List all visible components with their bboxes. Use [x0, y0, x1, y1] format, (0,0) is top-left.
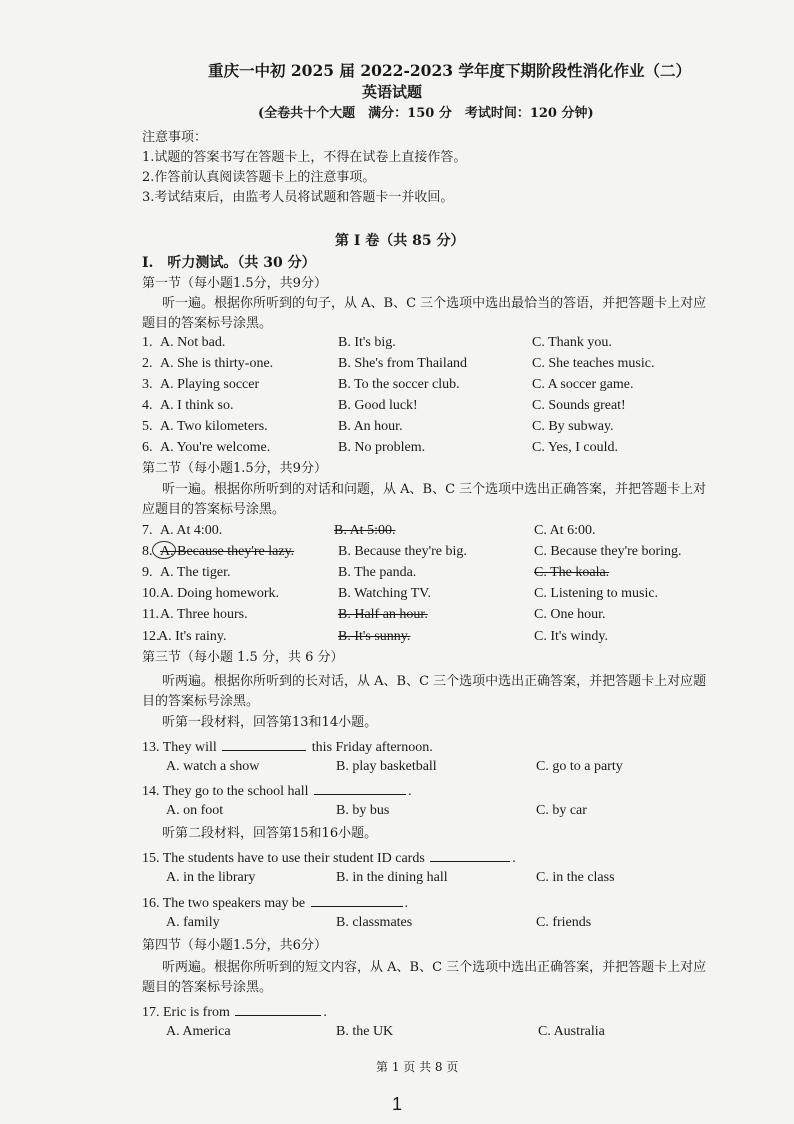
sec4-instruction: 题目的答案标号涂黑。	[142, 980, 273, 995]
answer-blank	[314, 782, 406, 795]
stem-text: 14. They go to the school hall	[142, 784, 309, 799]
option-c: C. Thank you.	[532, 335, 612, 350]
question-stem	[142, 782, 412, 799]
exam-subject: 英语试题	[362, 83, 423, 101]
sec1-instruction: 听一遍。根据你所听到的句子，从 A、B、C 三个选项中选出最恰当的答语，并把答题卡上对应	[162, 296, 707, 311]
option-b: B. in the dining hall	[336, 870, 448, 885]
part-title: 第 I 卷（共 85 分）	[335, 233, 465, 249]
sec4-heading: 第四节（每小题1.5分，共6分）	[142, 938, 327, 953]
option-b-struck: B. It's sunny.	[338, 629, 411, 644]
option-c: C. She teaches music.	[532, 356, 655, 371]
option-c: C. Because they're boring.	[534, 544, 682, 559]
option-c: C. Listening to music.	[534, 586, 659, 601]
question-number: 9.	[142, 565, 153, 580]
option-b: B. It's big.	[338, 335, 396, 350]
option-b: B. play basketball	[336, 759, 437, 774]
sec3-instruction: 目的答案标号涂黑。	[142, 694, 260, 709]
question-number: 6.	[142, 440, 153, 455]
option-b: B. Because they're big.	[338, 544, 467, 559]
sec3-instruction: 听两遍。根据你所听到的长对话，从 A、B、C 三个选项中选出正确答案，并把答题卡上对应题	[162, 674, 707, 689]
option-a: A. America	[166, 1024, 231, 1039]
answer-blank	[235, 1003, 321, 1016]
notes-item: 3.考试结束后，由监考人员将试题和答题卡一并收回。	[142, 190, 454, 205]
option-b: B. She's from Thailand	[338, 356, 468, 371]
sec1-instruction: 题目的答案标号涂黑。	[142, 316, 273, 331]
option-a: A. Two kilometers.	[160, 419, 268, 434]
section-title: I. 听力测试。（共 30 分）	[142, 255, 316, 271]
option-a: A. Three hours.	[160, 607, 248, 622]
option-a: A. Not bad.	[160, 335, 226, 350]
question-number: 1.	[142, 335, 153, 350]
option-a: A. The tiger.	[160, 565, 231, 580]
stem-text: .	[323, 1005, 327, 1020]
question-number: 3.	[142, 377, 153, 392]
notes-item: 2.作答前认真阅读答题卡上的注意事项。	[142, 170, 376, 185]
option-a: A. I think so.	[160, 398, 234, 413]
sec2-instruction: 应题目的答案标号涂黑。	[142, 502, 286, 517]
stem-text: 15. The students have to use their student ID cards	[142, 851, 425, 866]
option-c: C. friends	[536, 915, 592, 930]
option-b: B. Watching TV.	[338, 586, 431, 601]
option-c-struck: C. The koala.	[534, 565, 610, 580]
question-stem	[142, 849, 516, 866]
option-c: C. At 6:00.	[534, 523, 596, 538]
question-stem	[142, 1003, 327, 1020]
sec1-heading: 第一节（每小题1.5分，共9分）	[142, 276, 327, 291]
material-note: 听第二段材料，回答第15和16小题。	[162, 826, 378, 841]
option-c: C. It's windy.	[534, 629, 608, 644]
option-c: C. go to a party	[536, 759, 623, 774]
sec2-heading: 第二节（每小题1.5分，共9分）	[142, 461, 327, 476]
notes-heading: 注意事项：	[142, 130, 208, 145]
question-number: 11.	[142, 607, 159, 622]
question-stem	[142, 738, 433, 755]
stem-text: 17. Eric is from	[142, 1005, 230, 1020]
sec3-heading: 第三节（每小题 1.5 分，共 6 分）	[142, 650, 344, 665]
page-number: 1	[392, 1094, 403, 1114]
stem-text: .	[408, 784, 412, 799]
question-stem	[142, 894, 408, 911]
question-number: 7.	[142, 523, 153, 538]
sec2-instruction: 听一遍。根据你所听到的对话和问题，从 A、B、C 三个选项中选出正确答案，并把答题卡上对	[162, 482, 707, 497]
option-b: B. To the soccer club.	[338, 377, 460, 392]
option-b: B. The panda.	[338, 565, 417, 580]
stem-text: 13. They will	[142, 740, 217, 755]
question-number: 2.	[142, 356, 153, 371]
option-a: A. At 4:00.	[160, 523, 223, 538]
page-info: 第 1 页 共 8 页	[376, 1060, 459, 1074]
answer-blank	[222, 738, 306, 751]
option-a: A. watch a show	[166, 759, 260, 774]
option-b: B. classmates	[336, 915, 413, 930]
exam-info: (全卷共十个大题 满分：150 分 考试时间：120 分钟)	[258, 106, 594, 121]
question-number: 5.	[142, 419, 153, 434]
option-b-struck: B. Half an hour.	[338, 607, 428, 622]
option-b: B. Good luck!	[338, 398, 418, 413]
option-a: A. She is thirty-one.	[160, 356, 274, 371]
option-c: C. Yes, I could.	[532, 440, 618, 455]
material-note: 听第一段材料，回答第13和14小题。	[162, 715, 378, 730]
stem-text: this Friday afternoon.	[311, 740, 433, 755]
option-b-struck: B. At 5:00.	[334, 523, 396, 538]
option-c: C. A soccer game.	[532, 377, 634, 392]
option-c: C. in the class	[536, 870, 615, 885]
answer-blank	[430, 849, 510, 862]
notes-item: 1.试题的答案书写在答题卡上，不得在试卷上直接作答。	[142, 150, 467, 165]
option-c: C. by car	[536, 803, 587, 818]
question-number: 8.	[142, 544, 153, 559]
question-number: 10.	[142, 586, 160, 601]
option-a: A. Doing homework.	[160, 586, 279, 601]
option-b: B. No problem.	[338, 440, 426, 455]
option-a: A. family	[166, 915, 220, 930]
option-c: C. One hour.	[534, 607, 606, 622]
option-b: B. An hour.	[338, 419, 403, 434]
exam-title: 重庆一中初 2025 届 2022-2023 学年度下期阶段性消化作业（二）	[208, 61, 691, 80]
option-c: C. By subway.	[532, 419, 614, 434]
option-a: A. Playing soccer	[160, 377, 260, 392]
answer-blank	[311, 894, 403, 907]
stem-text: .	[404, 896, 409, 911]
option-a-struck: A. Because they're lazy.	[160, 544, 295, 559]
option-a: A. in the library	[166, 870, 256, 885]
option-a: A. You're welcome.	[160, 440, 271, 455]
question-number: 4.	[142, 398, 153, 413]
sec4-instruction: 听两遍。根据你所听到的短文内容，从 A、B、C 三个选项中选出正确答案，并把答题卡上对应	[162, 960, 707, 975]
option-a: A. It's rainy.	[158, 629, 227, 644]
question-number: 12.	[142, 629, 160, 644]
option-c: C. Sounds great!	[532, 398, 626, 413]
stem-text: .	[512, 851, 516, 866]
stem-text: 16. The two speakers may be	[142, 896, 306, 911]
option-c: C. Australia	[538, 1024, 605, 1039]
option-b: B. by bus	[336, 803, 390, 818]
option-a: A. on foot	[166, 803, 224, 818]
option-b: B. the UK	[336, 1024, 394, 1039]
